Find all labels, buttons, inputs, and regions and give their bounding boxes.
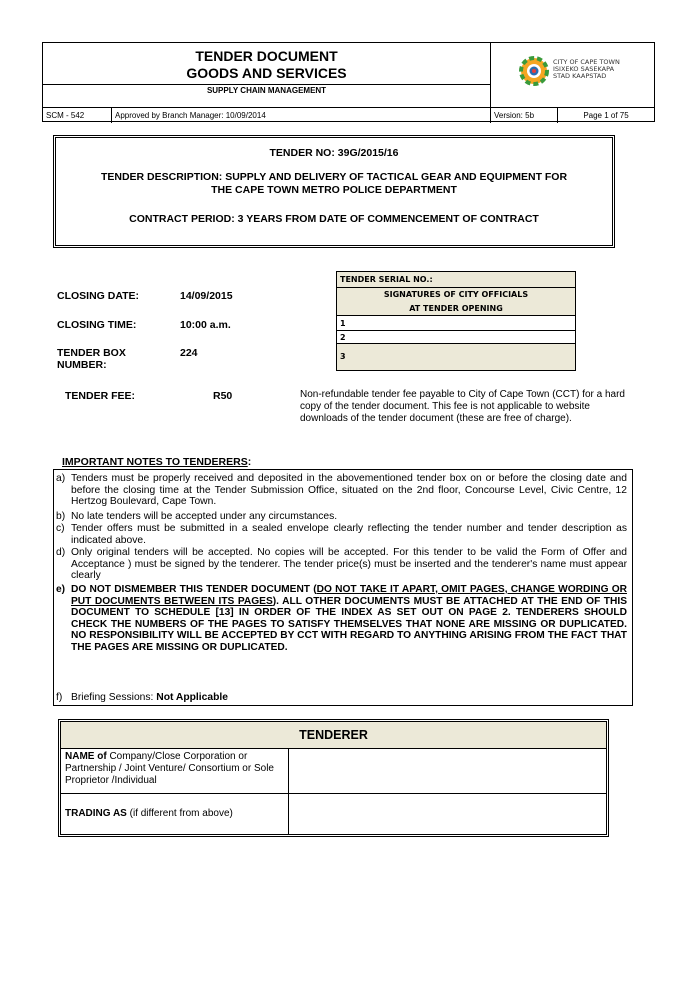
note-f-key: f): [56, 692, 63, 703]
briefing-label: Briefing Sessions:: [71, 692, 157, 703]
note-e-part2: ). ALL OTHER DOCUMENTS MUST BE ATTACHED AT THE END OF THIS DOCUMENT TO SCHEDULE [13] IN ORDER OF THE INDEX AS SET OUT ON PAGE 2. TENDERERS SHOULD CHECK THE NUMBERS OF THE PAGES TO SATISFY THEMSELVES THAT NONE ARE MISSING OR DUPLICATED. NO RESPONSIBILITY WILL BE ACCEPTED BY CCT WITH REGARD TO ANYTHING ARISING FROM THE FACT THAT THE PAGES ARE MISSING OR DUPLICATED.: [71, 595, 628, 653]
company-name-label: [61, 749, 289, 794]
trading-as-label: [61, 794, 289, 834]
tender-description-line1: TENDER DESCRIPTION: SUPPLY AND DELIVERY OF TACTICAL GEAR AND EQUIPMENT FOR: [100, 171, 568, 183]
note-b: [54, 511, 632, 523]
document-header: [42, 42, 655, 122]
tender-fee-label: TENDER FEE:: [65, 390, 136, 402]
note-e-text: [71, 584, 627, 654]
note-d: [54, 547, 632, 583]
note-c-text: Tender offers must be submitted in a sealed envelope clearly reflecting the tender number and tender description as indicated above.: [71, 523, 627, 546]
note-d-text: Only original tenders will be accepted. No copies will be accepted. For this tender to be valid the Form of Offer and Acceptance ) must be signed by the tenderer. The tender price(s) must be inserted and the tenderer's name must appear clearly: [71, 547, 627, 581]
notes-heading: [62, 456, 251, 468]
tender-box-label: [57, 347, 126, 371]
trading-as-label-bold: TRADING AS: [65, 808, 127, 819]
note-a: [54, 473, 632, 509]
note-b-text: No late tenders will be accepted under any circumstances.: [71, 511, 338, 522]
closing-date-label: CLOSING DATE:: [57, 290, 140, 302]
note-f: [54, 692, 632, 704]
briefing-value: Not Applicable: [156, 692, 228, 703]
signature-row-1[interactable]: 1: [337, 316, 575, 331]
tenderer-table: [58, 719, 609, 837]
note-c-key: c): [56, 523, 65, 534]
city-emblem-icon: [519, 56, 549, 86]
note-f-text: [71, 692, 627, 704]
note-b-key: b): [56, 511, 66, 522]
tender-info-box: [53, 135, 615, 248]
tender-number: TENDER NO: 39G/2015/16: [269, 147, 399, 159]
header-subtitle: SUPPLY CHAIN MANAGEMENT: [43, 84, 490, 98]
notes-heading-colon: :: [247, 456, 252, 468]
version-label: Version: 5b: [491, 108, 558, 123]
note-c: [54, 523, 632, 547]
header-meta-row: [43, 107, 654, 123]
header-title-block: [43, 43, 491, 107]
trading-as-label-rest: (if different from above): [126, 808, 233, 819]
notes-heading-text: IMPORTANT NOTES TO TENDERERS: [62, 456, 248, 468]
note-d-key: d): [56, 547, 66, 558]
tender-fee-note: Non-refundable tender fee payable to City of Cape Town (CCT) for a hard copy of the tender document. This fee is not applicable to website downloads of the tender document (these are free of charge).: [300, 389, 625, 424]
closing-date-value: 14/09/2015: [180, 290, 233, 302]
signatures-heading-line1: SIGNATURES OF CITY OFFICIALS: [383, 290, 529, 299]
serial-no-label: TENDER SERIAL NO.:: [337, 272, 575, 288]
doc-code: SCM - 542: [43, 108, 112, 123]
city-logo: [491, 43, 656, 107]
header-title-line1: TENDER DOCUMENT: [195, 48, 338, 64]
trading-as-field[interactable]: [289, 794, 606, 834]
closing-time-label: CLOSING TIME:: [57, 319, 137, 331]
contract-period: CONTRACT PERIOD: 3 YEARS FROM DATE OF COMMENCEMENT OF CONTRACT: [129, 213, 539, 225]
tender-box-label-line1: TENDER BOX: [57, 347, 126, 359]
header-title-line2: GOODS AND SERVICES: [186, 65, 347, 81]
logo-text-line2: ISIXEKO SASEKAPA: [553, 65, 615, 73]
signature-row-2[interactable]: 2: [337, 331, 575, 344]
logo-text-line3: STAD KAAPSTAD: [553, 72, 607, 80]
approval-note: Approved by Branch Manager: 10/09/2014: [112, 108, 491, 123]
important-notes-box: [53, 469, 633, 706]
tender-box-number: 224: [180, 347, 198, 359]
signatures-heading-line2: AT TENDER OPENING: [337, 302, 575, 316]
company-name-field[interactable]: [289, 749, 606, 794]
note-a-key: a): [56, 473, 66, 484]
tenderer-heading: TENDERER: [61, 722, 606, 749]
company-name-label-rest: Company/Close Corporation or Partnership / Joint Venture/ Consortium or Sole Proprietor /Individual: [65, 751, 274, 786]
tender-fee-value: R50: [213, 390, 233, 402]
tender-box-label-line2: NUMBER:: [57, 359, 107, 371]
logo-text-line1: CITY OF CAPE TOWN: [553, 58, 620, 66]
note-e-part1: DO NOT DISMEMBER THIS TENDER DOCUMENT (: [71, 584, 317, 595]
closing-time-value: 10:00 a.m.: [180, 319, 231, 331]
note-a-text: Tenders must be properly received and deposited in the abovementioned tender box on or before the closing date and before the closing time at the Tender Submission Office, situated on the 2nd floor, Concourse Level, Civic Centre, 12 Hertzog Boulevard, Cape Town.: [71, 473, 627, 507]
company-name-label-bold: NAME of: [65, 751, 107, 762]
signature-row-3[interactable]: 3: [340, 352, 346, 361]
tender-description-line2: THE CAPE TOWN METRO POLICE DEPARTMENT: [211, 184, 457, 196]
note-e-underlined: DO NOT TAKE IT APART, OMIT PAGES, CHANGE WORDING OR PUT DOCUMENTS BETWEEN ITS PAGES: [71, 584, 627, 607]
note-e-key: e): [56, 584, 66, 595]
serial-signatures-table: [336, 271, 576, 371]
note-e: [54, 584, 632, 689]
page-counter: Page 1 of 75: [583, 111, 629, 120]
